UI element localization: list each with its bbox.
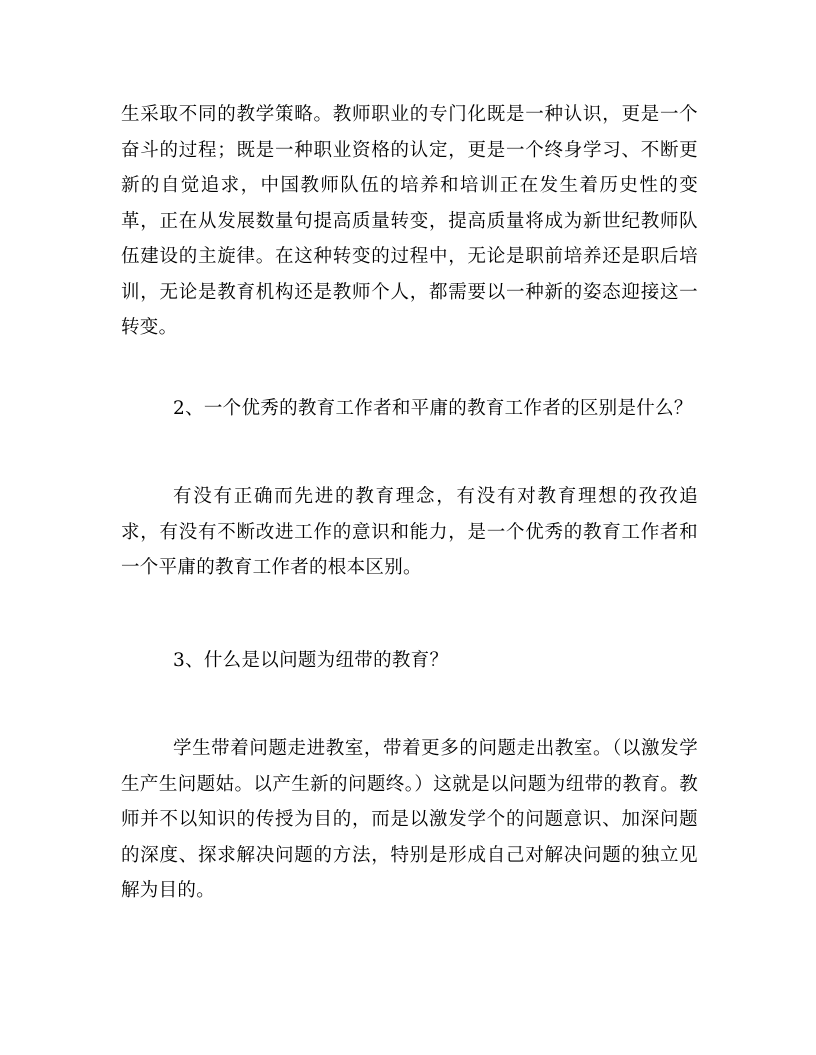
question-3-heading: 3、什么是以问题为纽带的教育？: [173, 650, 449, 671]
answer-3-paragraph: 学生带着问题走进教室，带着更多的问题走出教室。（以激发学生产生问题姑。以产生新的问题终。）这就是以问题为纽带的教育。教师并不以知识的传授为目的，而是以激发学个的问题意识、加深问题的深度、探求解决问题的方法，特别是形成自己对解决问题的独立见解为目的。: [121, 738, 698, 901]
paragraph-teacher-professionalization: 生采取不同的教学策略。教师职业的专门化既是一种认识，更是一个奋斗的过程；既是一种职业资格的认定，更是一个终身学习、不断更新的自觉追求，中国教师队伍的培养和培训正在发生着历史性的变革，正在从发展数量句提高质量转变，提高质量将成为新世纪教师队伍建设的主旋律。在这种转变的过程中，无论是职前培养还是职后培训，无论是教育机构还是教师个人，都需要以一种新的姿态迎接这一转变。: [121, 104, 698, 338]
answer-2-paragraph: 有没有正确而先进的教育理念，有没有对教育理想的孜孜追求，有没有不断改进工作的意识和能力，是一个优秀的教育工作者和一个平庸的教育工作者的根本区别。: [121, 486, 698, 578]
question-2-heading: 2、一个优秀的教育工作者和平庸的教育工作者的区别是什么？: [173, 398, 693, 419]
